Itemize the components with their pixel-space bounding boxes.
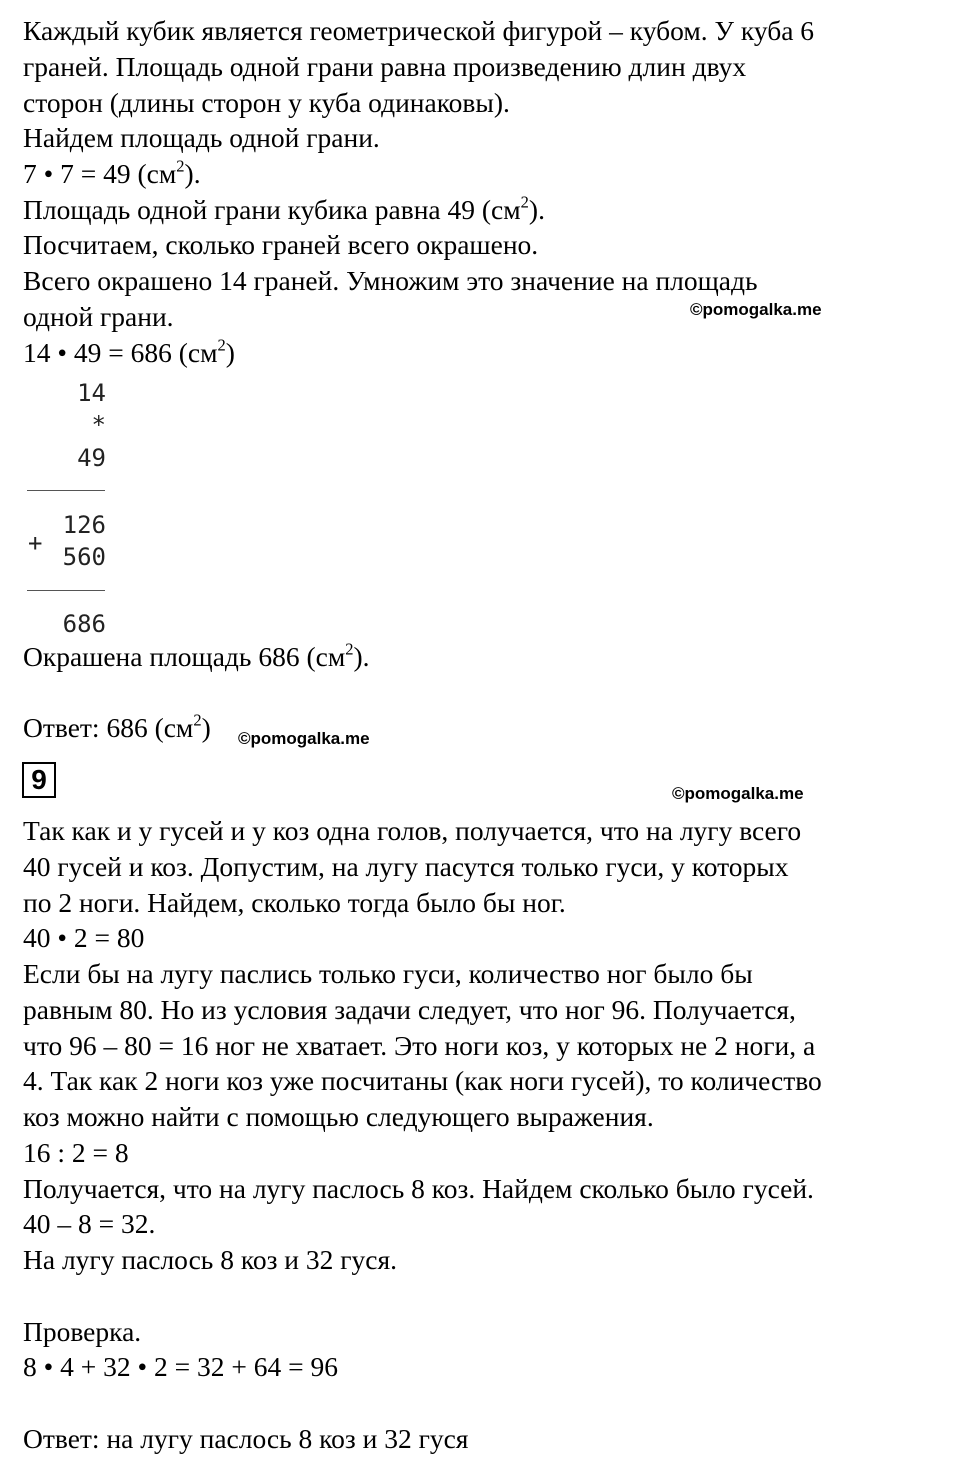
text-line: что 96 – 80 = 16 ног не хватает. Это ноги коз, у которых не 2 ноги, а (23, 1030, 816, 1061)
text-line: одной грани. (23, 301, 174, 332)
calc-multiplicand: 14 (77, 379, 106, 407)
text-line: коз можно найти с помощью следующего выражения. (23, 1101, 654, 1132)
superscript: 2 (176, 156, 185, 176)
line-text: ). (353, 641, 370, 672)
calc-multiplier: 49 (77, 444, 106, 472)
equation-line (23, 157, 201, 191)
watermark: ©pomogalka.me (238, 729, 370, 748)
text-line: Проверка. (23, 1316, 142, 1347)
text-line: 4. Так как 2 ноги коз уже посчитаны (как ноги гусей), то количество (23, 1065, 822, 1096)
answer-line (23, 711, 211, 745)
equation-text: ). (184, 158, 201, 189)
text-line: На лугу паслось 8 коз и 32 гуся. (23, 1244, 398, 1275)
calc-divider (27, 490, 105, 491)
line-text: ). (528, 194, 545, 225)
calc-plus-sign: + (28, 529, 43, 557)
equation-line: 16 : 2 = 8 (23, 1137, 129, 1168)
answer-line: Ответ: на лугу паслось 8 коз и 32 гуся (23, 1423, 469, 1454)
equation-line: 8 • 4 + 32 • 2 = 32 + 64 = 96 (23, 1351, 339, 1382)
line-text: Окрашена площадь 686 (см (23, 641, 346, 672)
text-line: сторон (длины сторон у куба одинаковы). (23, 87, 510, 118)
answer-text: Ответ: 686 (см (23, 712, 194, 743)
text-line: Всего окрашено 14 граней. Умножим это значение на площадь (23, 265, 758, 296)
text-line: Найдем площадь одной грани. (23, 122, 380, 153)
text-line: граней. Площадь одной грани равна произведению длин двух (23, 51, 747, 82)
text-line (23, 640, 370, 674)
text-line: Получается, что на лугу паслось 8 коз. Найдем сколько было гусей. (23, 1173, 814, 1204)
watermark: ©pomogalka.me (690, 300, 822, 319)
superscript: 2 (217, 335, 226, 355)
calc-partial-product: 560 (62, 543, 106, 571)
line-text: Площадь одной грани кубика равна 49 (см (23, 194, 521, 225)
text-line: Посчитаем, сколько граней всего окрашено. (23, 229, 539, 260)
superscript: 2 (193, 710, 202, 730)
calc-operator: * (91, 411, 106, 439)
text-line: равным 80. Но из условия задачи следует, что ног 96. Получается, (23, 994, 796, 1025)
calc-partial-product: 126 (62, 511, 106, 539)
superscript: 2 (345, 639, 354, 659)
text-line: 40 гусей и коз. Допустим, на лугу пасутся только гуси, у которых (23, 851, 789, 882)
equation-line (23, 336, 235, 370)
calc-divider (27, 590, 105, 591)
equation-text: ) (225, 337, 235, 368)
superscript: 2 (520, 192, 529, 212)
text-line (23, 193, 545, 227)
text-line: Если бы на лугу паслись только гуси, количество ног было бы (23, 958, 753, 989)
equation-line: 40 – 8 = 32. (23, 1208, 156, 1239)
watermark: ©pomogalka.me (672, 784, 804, 803)
text-line: по 2 ноги. Найдем, сколько тогда было бы ног. (23, 887, 566, 918)
task-number-box: 9 (22, 762, 56, 798)
text-line: Каждый кубик является геометрической фигурой – кубом. У куба 6 (23, 15, 815, 46)
calc-result: 686 (62, 610, 106, 638)
equation-line: 40 • 2 = 80 (23, 922, 145, 953)
text-line: Так как и у гусей и у коз одна голов, получается, что на лугу всего (23, 815, 802, 846)
answer-text: ) (201, 712, 211, 743)
equation-text: 14 • 49 = 686 (см (23, 337, 218, 368)
equation-text: 7 • 7 = 49 (см (23, 158, 177, 189)
